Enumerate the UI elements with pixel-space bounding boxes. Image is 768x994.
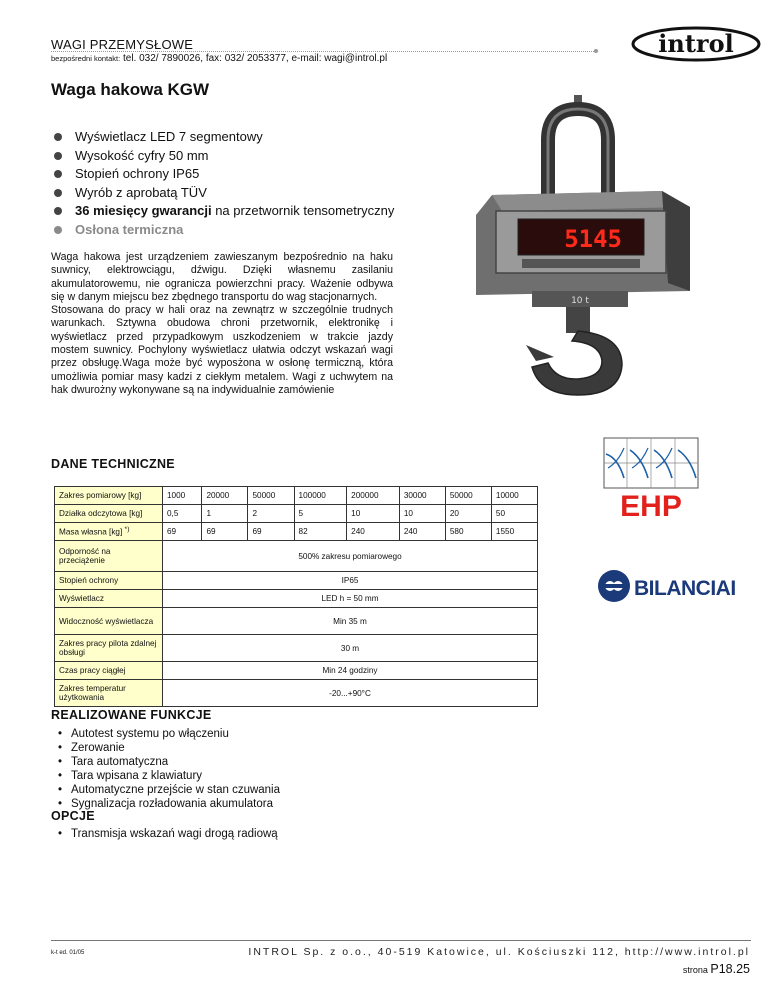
table-row — [55, 572, 538, 590]
options-list — [58, 828, 278, 840]
feature-item: 36 miesięcy gwarancji na przetwornik tensometryczny — [54, 202, 394, 221]
row-label: Czas pracy ciągłej — [55, 662, 163, 680]
logo-text: introl — [658, 29, 734, 58]
list-item: • Autotest systemu po włączeniu — [58, 727, 280, 741]
table-cell: 10 — [347, 505, 400, 523]
table-cell: 30 m — [163, 635, 538, 662]
footer-divider — [51, 940, 751, 941]
ehp-text: EHP — [620, 490, 682, 518]
page-number-value: P18.25 — [710, 962, 750, 976]
table-cell: 69 — [248, 523, 294, 541]
crane-scale-photo — [462, 95, 694, 400]
table-cell: 240 — [347, 523, 400, 541]
list-item: • Tara automatyczna — [58, 755, 280, 769]
table-cell: 1 — [202, 505, 248, 523]
footnote-mark: *) — [124, 526, 130, 534]
functions-list — [58, 727, 280, 811]
options-heading: OPCJE — [51, 809, 95, 823]
table-cell: 82 — [294, 523, 347, 541]
table-cell: 69 — [202, 523, 248, 541]
list-item: • Zerowanie — [58, 741, 280, 755]
product-title: Waga hakowa KGW — [51, 80, 210, 99]
row-label: Zakres pracy pilota zdalnej obsługi — [55, 635, 163, 662]
edition-note: k-t ed. 01/05 — [51, 950, 85, 956]
row-label: Działka odczytowa [kg] — [55, 505, 163, 523]
display-readout: 5145 — [564, 225, 622, 253]
contact-label: bezpośredni kontakt: — [51, 54, 121, 63]
table-cell: 50000 — [445, 487, 491, 505]
table-cell: 240 — [399, 523, 445, 541]
bullet-icon — [54, 133, 62, 141]
bullet-icon — [54, 226, 62, 234]
feature-item: Wyświetlacz LED 7 segmentowy — [54, 128, 394, 147]
bullet-icon — [54, 207, 62, 215]
table-cell: 1550 — [491, 523, 537, 541]
table-cell: 1000 — [163, 487, 202, 505]
table-cell: 0,5 — [163, 505, 202, 523]
bilanciai-logo — [596, 567, 748, 605]
row-label: Wyświetlacz — [55, 590, 163, 608]
row-label: Stopień ochrony — [55, 572, 163, 590]
tech-data-table — [54, 486, 538, 707]
table-cell: 50 — [491, 505, 537, 523]
table-cell: 5 — [294, 505, 347, 523]
category-title: WAGI PRZEMYSŁOWE — [51, 37, 194, 52]
table-cell: 30000 — [399, 487, 445, 505]
page-label: strona — [682, 965, 708, 975]
table-cell: 2 — [248, 505, 294, 523]
table-row — [55, 523, 538, 541]
company-address: INTROL Sp. z o.o., 40-519 Katowice, ul. Kościuszki 112, http://www.introl.pl — [248, 946, 750, 958]
row-label: Zakres pomiarowy [kg] — [55, 487, 163, 505]
functions-heading: REALIZOWANE FUNKCJE — [51, 708, 212, 722]
table-cell: 20000 — [202, 487, 248, 505]
table-row — [55, 541, 538, 572]
description-paragraph: Waga hakowa jest urządzeniem zawieszanym bezpośrednio na haku suwnicy, elektrowciągu, dźwigu. Dzięki własnemu zasilaniu akumulatorowemu, nie ogranicza powierzchni pracy. Ważenie odbywa się w danym miejscu bez zbędnego transportu do wag stacjonarnych. — [51, 251, 393, 303]
page-number — [683, 962, 750, 976]
bullet-icon — [54, 152, 62, 160]
product-description — [51, 251, 393, 397]
row-label: Masa własna [kg] *) — [55, 523, 163, 541]
contact-text: tel. 032/ 7890026, fax: 032/ 2053377, e-mail: wagi@introl.pl — [123, 53, 388, 64]
table-row — [55, 590, 538, 608]
list-item: • Tara wpisana z klawiatury — [58, 769, 280, 783]
feature-item: Wysokość cyfry 50 mm — [54, 147, 394, 166]
list-item: • Automatyczne przejście w stan czuwania — [58, 783, 280, 797]
table-cell: 69 — [163, 523, 202, 541]
feature-item: Wyrób z aprobatą TÜV — [54, 184, 394, 203]
header-divider — [51, 51, 596, 52]
row-label: Widoczność wyświetlacza — [55, 608, 163, 635]
contact-line — [51, 53, 387, 64]
table-cell: -20...+90°C — [163, 680, 538, 707]
feature-item: Osłona termiczna — [54, 221, 394, 240]
introl-logo — [630, 24, 762, 62]
description-paragraph: Stosowana do pracy w hali oraz na zewnątrz w szczególnie trudnych warunkach. Sztywna obudowa chroni przetwornik, elektronikę i wyświetlacz przed przypadkowym uszkodzeniem w trakcie jazdy mostem suwnicy. Pochylony wyświetlacz ułatwia odczyt wskazań wagi przez obsługę.Waga może być wyposżona w osłonę termiczną, która umożliwia pomiar masy kadzi z ciekłym metalem. Wagi z uchwytem na hak dwurożny wykonywane są na indywidualnie zamówienie — [51, 304, 393, 396]
table-cell: IP65 — [163, 572, 538, 590]
bullet-icon — [54, 170, 62, 178]
row-label: Odporność na przeciążenie — [55, 541, 163, 572]
table-cell: 580 — [445, 523, 491, 541]
table-cell: 200000 — [347, 487, 400, 505]
table-row — [55, 608, 538, 635]
table-cell: 10000 — [491, 487, 537, 505]
row-label: Zakres temperatur użytkowania — [55, 680, 163, 707]
table-row — [55, 635, 538, 662]
table-row — [55, 680, 538, 707]
tech-heading: DANE TECHNICZNE — [51, 457, 175, 471]
feature-item: Stopień ochrony IP65 — [54, 165, 394, 184]
table-cell: LED h = 50 mm — [163, 590, 538, 608]
table-cell: 500% zakresu pomiarowego — [163, 541, 538, 572]
table-row — [55, 662, 538, 680]
table-row — [55, 487, 538, 505]
table-cell: 10 — [399, 505, 445, 523]
table-cell: Min 35 m — [163, 608, 538, 635]
list-item: • Transmisja wskazań wagi drogą radiową — [58, 828, 278, 840]
capacity-marking: 10 t — [571, 296, 589, 306]
bullet-icon — [54, 189, 62, 197]
feature-list — [54, 128, 394, 239]
table-row — [55, 505, 538, 523]
table-cell: 20 — [445, 505, 491, 523]
table-cell: 50000 — [248, 487, 294, 505]
list-item: • Sygnalizacja rozładowania akumulatora — [58, 797, 280, 811]
table-cell: 100000 — [294, 487, 347, 505]
header-divider-dot — [594, 49, 598, 53]
table-cell: Min 24 godziny — [163, 662, 538, 680]
ehp-logo — [596, 436, 706, 518]
bilanciai-text: BILANCIAI — [634, 577, 736, 600]
